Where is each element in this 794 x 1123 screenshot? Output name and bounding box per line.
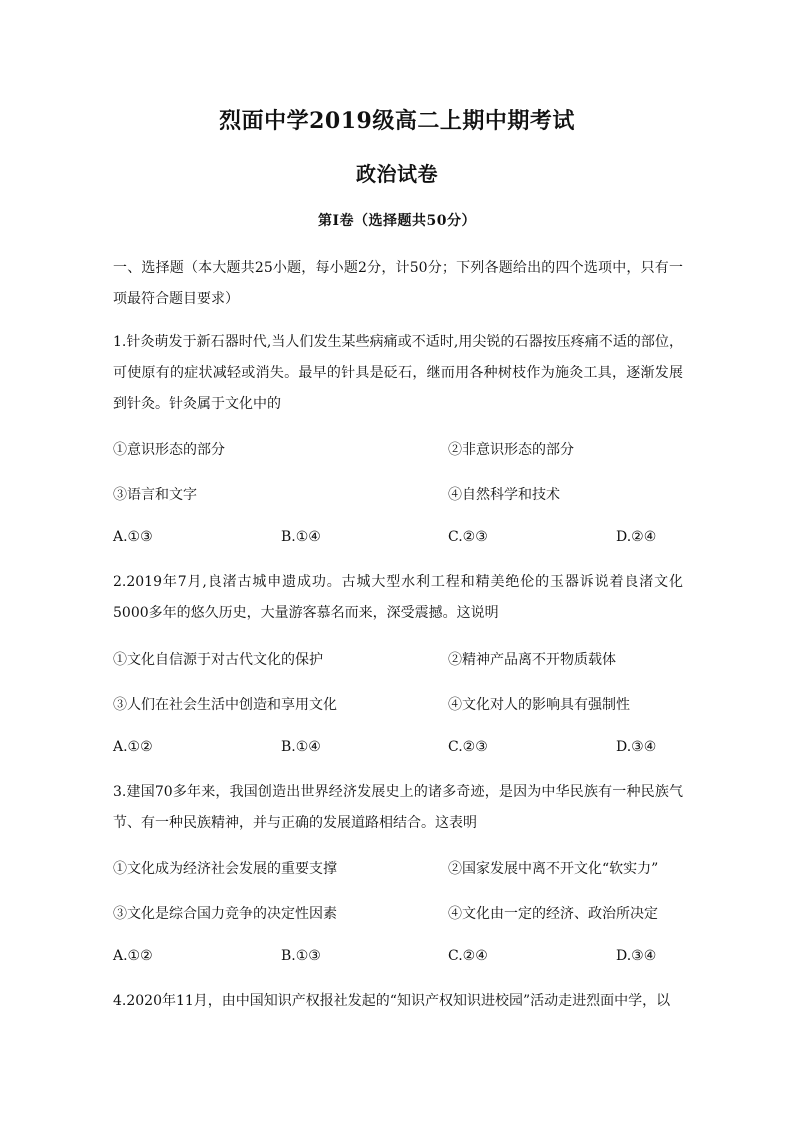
question-3-options-row-1 bbox=[113, 858, 683, 878]
volume-heading: 第Ⅰ卷（选择题共50分） bbox=[317, 213, 477, 229]
question-2-option-2: ②精神产品离不开物质载体 bbox=[448, 652, 616, 668]
question-1-stem: 1.针灸萌发于新石器时代,当人们发生某些病痛或不适时,用尖锐的石器按压疼痛不适的部位，可使原有的症状减轻或消失。最早的针具是砭石，继而用各种树枝作为施灸工具，逐渐发展到针灸。针灸属于文化中的 bbox=[113, 334, 683, 412]
question-3-option-3: ③文化是综合国力竞争的决定性因素 bbox=[113, 906, 337, 922]
question-3-option-4: ④文化由一定的经济、政治所决定 bbox=[448, 906, 658, 922]
question-2-options-row-2 bbox=[113, 694, 683, 714]
section-instructions: 一、选择题（本大题共25小题，每小题2分，计50分；下列各题给出的四个选项中，只有一项最符合题目要求） bbox=[113, 260, 683, 307]
question-3-answer-a: A.①② bbox=[113, 948, 153, 964]
question-3-answers bbox=[113, 948, 683, 968]
question-2-stem: 2.2019年7月,良渚古城申遗成功。古城大型水利工程和精美绝伦的玉器诉说着良渚文化5000多年的悠久历史，大量游客慕名而来，深受震撼。这说明 bbox=[113, 574, 683, 621]
question-2-options-row-1 bbox=[113, 649, 683, 669]
question-3-option-1: ①文化成为经济社会发展的重要支撑 bbox=[113, 861, 337, 877]
exam-title: 烈面中学2019级高二上期中期考试 bbox=[219, 108, 575, 134]
question-2-answer-a: A.①② bbox=[113, 739, 153, 755]
question-2-answer-d: D.③④ bbox=[616, 739, 657, 755]
question-3-stem: 3.建国70多年来，我国创造出世界经济发展史上的诸多奇迹，是因为中华民族有一种民族气节、有一种民族精神，并与正确的发展道路相结合。这表明 bbox=[113, 784, 683, 831]
question-1-answer-b: B.①④ bbox=[281, 529, 321, 545]
question-3-option-2: ②国家发展中离不开文化“软实力” bbox=[448, 861, 659, 877]
question-2-answer-c: C.②③ bbox=[448, 739, 488, 755]
question-1-answer-c: C.②③ bbox=[448, 529, 488, 545]
question-2-answer-b: B.①④ bbox=[281, 739, 321, 755]
question-2-option-1: ①文化自信源于对古代文化的保护 bbox=[113, 652, 323, 668]
question-4-stem: 4.2020年11月，由中国知识产权报社发起的“知识产权知识进校园”活动走进烈面中学，以 bbox=[113, 993, 671, 1009]
question-3-answer-b: B.①③ bbox=[281, 948, 321, 964]
question-1-answer-a: A.①③ bbox=[113, 529, 153, 545]
question-2-answers bbox=[113, 739, 683, 759]
question-1-option-4: ④自然科学和技术 bbox=[448, 487, 560, 503]
question-1-options-row-1 bbox=[113, 439, 683, 459]
exam-subject: 政治试卷 bbox=[356, 162, 438, 186]
question-1-options-row-2 bbox=[113, 484, 683, 504]
question-2-option-4: ④文化对人的影响具有强制性 bbox=[448, 697, 630, 713]
question-1-option-3: ③语言和文字 bbox=[113, 487, 197, 503]
question-3-options-row-2 bbox=[113, 903, 683, 923]
question-3-answer-d: D.③④ bbox=[616, 948, 657, 964]
question-2-option-3: ③人们在社会生活中创造和享用文化 bbox=[113, 697, 337, 713]
question-1-option-1: ①意识形态的部分 bbox=[113, 442, 225, 458]
question-1-answers bbox=[113, 529, 683, 549]
question-1-answer-d: D.②④ bbox=[616, 529, 657, 545]
question-3-answer-c: C.②④ bbox=[448, 948, 488, 964]
question-1-option-2: ②非意识形态的部分 bbox=[448, 442, 574, 458]
